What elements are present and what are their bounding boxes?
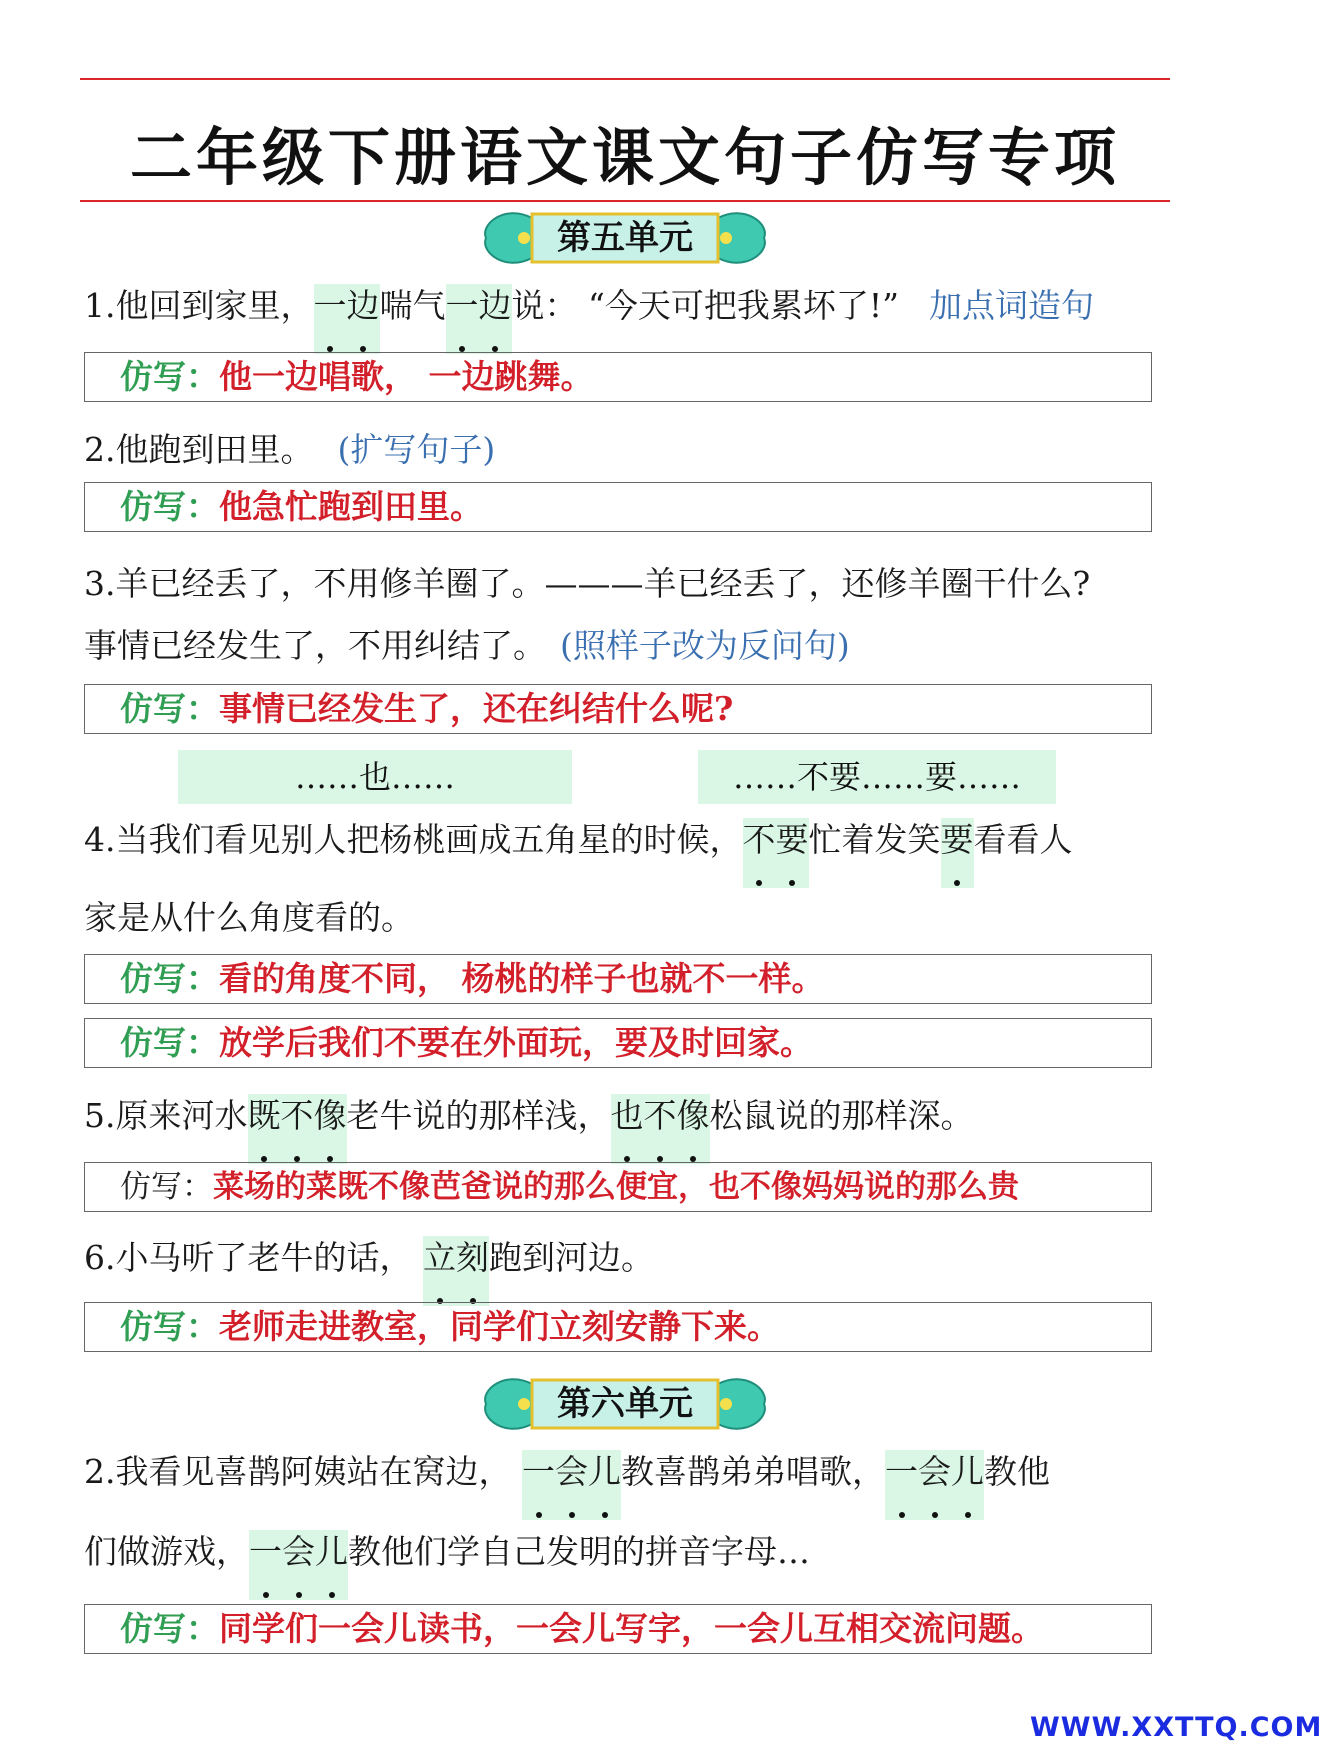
- question-1: [84, 284, 1094, 328]
- question-number: 2.: [84, 1452, 116, 1491]
- question-3-line-2: [84, 624, 850, 668]
- answer-text: 菜场的菜既不像芭爸说的那么便宜，也不像妈妈说的那么贵: [213, 1169, 1019, 1205]
- answer-6: [120, 1302, 780, 1352]
- answer-label: 仿写：: [120, 1609, 219, 1648]
- question-text: 跑到河边。: [489, 1238, 654, 1277]
- question-text: 教他们学自己发明的拼音字母…: [348, 1532, 810, 1571]
- question-text: 我看见喜鹊阿姨站在窝边，: [115, 1452, 522, 1491]
- question-text: 羊已经丢了，不用修羊圈了。———羊已经丢了，还修羊圈干什么?: [115, 564, 1091, 603]
- question-text: 们做游戏，: [84, 1532, 249, 1571]
- answer-unit6-2: [120, 1604, 1044, 1654]
- question-3: [84, 562, 1090, 606]
- dotted-char: 一: [522, 1450, 555, 1494]
- highlight-dotted-word: [314, 284, 380, 354]
- dotted-char: 不: [281, 1094, 314, 1138]
- highlight-dotted-word: [522, 1450, 621, 1520]
- dotted-char: 边: [479, 284, 512, 328]
- answer-text: 他一边唱歌， 一边跳舞。: [219, 357, 594, 396]
- dotted-char: 也: [611, 1094, 644, 1138]
- answer-2: [120, 482, 483, 532]
- highlight-dotted-word: [941, 818, 974, 888]
- dotted-char: 一: [446, 284, 479, 328]
- answer-text: 放学后我们不要在外面玩，要及时回家。: [219, 1023, 813, 1062]
- sentence-pattern-buyao-yao: ……不要……要……: [698, 750, 1056, 804]
- section-banner-unit6: [480, 1372, 770, 1436]
- question-number: 5.: [84, 1096, 116, 1135]
- question-number: 2.: [84, 430, 116, 469]
- title-bottom-rule: [80, 200, 1170, 202]
- question-text: 原来河水: [115, 1096, 248, 1135]
- answer-text: 事情已经发生了，还在纠结什么呢?: [219, 689, 734, 728]
- answer-text: 看的角度不同， 杨桃的样子也就不一样。: [219, 959, 825, 998]
- title-top-rule: [80, 78, 1170, 80]
- question-text: 当我们看见别人把杨桃画成五角星的时候，: [115, 820, 743, 859]
- highlight-dotted-word: [423, 1236, 489, 1306]
- answer-text: 同学们一会儿读书，一会儿写字，一会儿互相交流问题。: [219, 1609, 1044, 1648]
- question-4: [84, 818, 1073, 862]
- question-text: 教喜鹊弟弟唱歌，: [621, 1452, 885, 1491]
- instruction-hint: (扩写句子): [337, 430, 496, 469]
- dotted-char: 一: [885, 1450, 918, 1494]
- question-number: 4.: [84, 820, 116, 859]
- dotted-char: 不: [743, 818, 776, 862]
- question-4-line-2: [84, 896, 414, 940]
- dotted-char: 立: [423, 1236, 456, 1280]
- answer-4b: [120, 1018, 813, 1068]
- question-text: 教他: [984, 1452, 1050, 1491]
- instruction-hint: (照样子改为反问句): [560, 626, 850, 665]
- highlight-dotted-word: [249, 1530, 348, 1600]
- section-heading: 第五单元: [557, 218, 693, 258]
- question-unit6-2-line-2: [84, 1530, 810, 1574]
- question-text: 他跑到田里。: [115, 430, 314, 469]
- site-watermark: WWW.XXTTQ.COM: [1030, 1712, 1322, 1743]
- answer-1: [120, 352, 594, 402]
- answer-label: 仿写：: [120, 1023, 219, 1062]
- answer-label: 仿写：: [120, 1169, 213, 1205]
- dotted-char: 会: [555, 1450, 588, 1494]
- highlight-dotted-word: [248, 1094, 347, 1164]
- question-text: 他回到家里，: [115, 286, 314, 325]
- dotted-char: 刻: [456, 1236, 489, 1280]
- instruction-hint: 加点词造句: [929, 286, 1094, 325]
- answer-3: [120, 684, 733, 734]
- question-text: 事情已经发生了，不用纠结了。: [84, 626, 546, 665]
- dotted-char: 儿: [588, 1450, 621, 1494]
- dotted-char: 像: [314, 1094, 347, 1138]
- highlight-dotted-word: [611, 1094, 710, 1164]
- question-text: 小马听了老牛的话，: [115, 1238, 423, 1277]
- question-text: 家是从什么角度看的。: [84, 898, 414, 937]
- dotted-char: 要: [776, 818, 809, 862]
- question-5: [84, 1094, 974, 1138]
- highlight-dotted-word: [885, 1450, 984, 1520]
- dotted-char: 像: [677, 1094, 710, 1138]
- question-number: 3.: [84, 564, 116, 603]
- answer-5: [120, 1162, 1019, 1212]
- answer-label: 仿写：: [120, 357, 219, 396]
- question-text: 看看人: [973, 820, 1073, 859]
- question-2: [84, 428, 495, 472]
- question-text: 松鼠说的那样深。: [709, 1096, 974, 1135]
- answer-text: 他急忙跑到田里。: [219, 487, 483, 526]
- question-text: 喘气: [379, 286, 446, 325]
- dotted-char: 儿: [951, 1450, 984, 1494]
- answer-4a: [120, 954, 825, 1004]
- answer-text: 老师走进教室，同学们立刻安静下来。: [219, 1307, 780, 1346]
- dotted-char: 既: [248, 1094, 281, 1138]
- question-text: 说： “今天可把我累坏了!”: [511, 286, 899, 325]
- sentence-pattern-ye: ……也……: [178, 750, 572, 804]
- dotted-char: 儿: [315, 1530, 348, 1574]
- dotted-char: 边: [347, 284, 380, 328]
- highlight-dotted-word: [446, 284, 512, 354]
- question-unit6-2: [84, 1450, 1050, 1494]
- answer-label: 仿写：: [120, 487, 219, 526]
- dotted-char: 要: [941, 818, 974, 862]
- answer-label: 仿写：: [120, 689, 219, 728]
- question-number: 1.: [84, 286, 116, 325]
- answer-label: 仿写：: [120, 1307, 219, 1346]
- dotted-char: 会: [918, 1450, 951, 1494]
- section-heading: 第六单元: [557, 1384, 693, 1424]
- answer-label: 仿写：: [120, 959, 219, 998]
- section-banner-unit5: [480, 206, 770, 270]
- highlight-dotted-word: [743, 818, 809, 888]
- question-6: [84, 1236, 654, 1280]
- dotted-char: 一: [314, 284, 347, 328]
- question-text: 忙着发笑: [808, 820, 941, 859]
- page-title: 二年级下册语文课文句子仿写专项: [129, 121, 1120, 194]
- dotted-char: 不: [644, 1094, 677, 1138]
- dotted-char: 会: [282, 1530, 315, 1574]
- question-number: 6.: [84, 1238, 116, 1277]
- question-text: 老牛说的那样浅，: [346, 1096, 611, 1135]
- dotted-char: 一: [249, 1530, 282, 1574]
